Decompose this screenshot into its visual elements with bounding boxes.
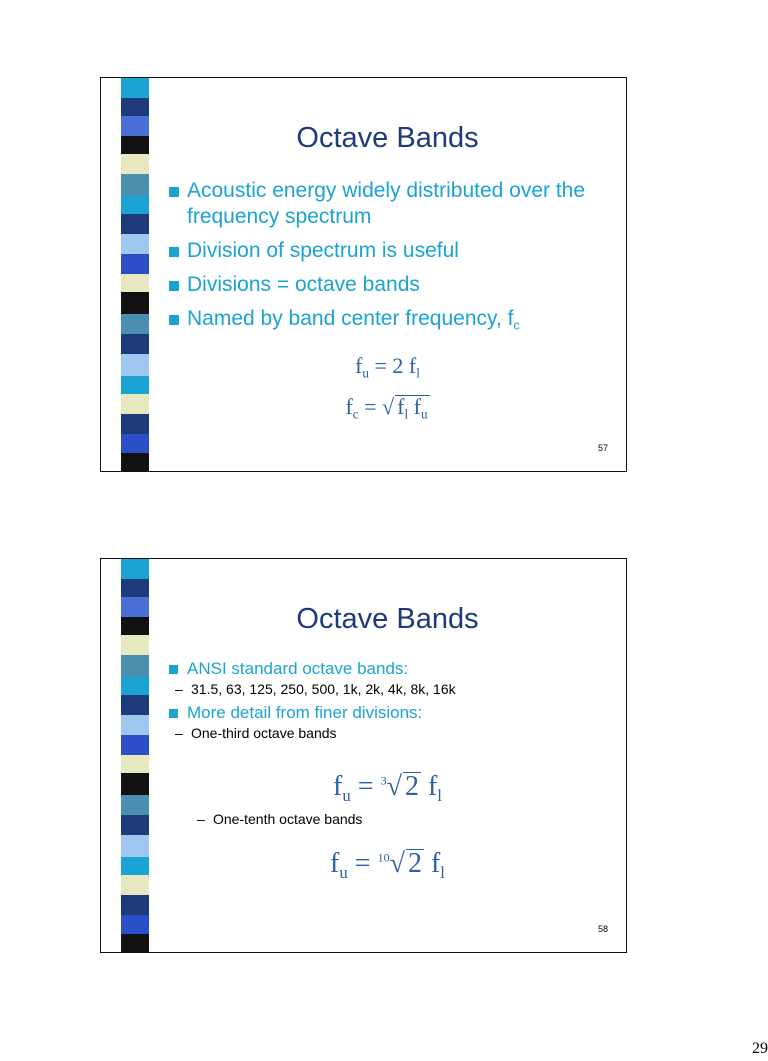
slide-58 [100,558,627,953]
slide-57 [100,77,627,472]
bullet-item: Divisions = octave bands [169,272,606,298]
bullet-item: ANSI standard octave bands: [169,659,606,679]
sub-bullet-item: – One-tenth octave bands [191,811,362,827]
bullet-item: Division of spectrum is useful [169,238,606,264]
bullet-list [169,178,606,346]
sub-bullet-item: – One-third octave bands [169,725,606,741]
equation-third-octave: $f_u = ^3√$ 2 $f_l$ [333,771,442,805]
equation-upper-frequency: $f_u = 2$ $f_l$ [355,353,420,381]
bullet-item: Acoustic energy widely distributed over the frequency spectrum [169,178,606,230]
slide-title: Octave Bands [296,122,479,154]
slide-number: 57 [597,443,608,453]
page-number: 29 [752,1040,768,1057]
equation-center-frequency: $f_c$ = √ $f_l$ $f_u$ [345,394,428,422]
slide-title: Octave Bands [296,603,479,635]
decorative-color-bar [121,78,149,471]
bullet-item: Named by band center frequency, $f_c$ [169,306,606,338]
slide-number: 58 [597,924,608,934]
equation-tenth-octave: $f_u = ^{10}√$ 2 $f_l$ [330,848,445,882]
content [169,659,606,741]
decorative-color-bar [121,559,149,952]
sub-bullet-item: – 31.5, 63, 125, 250, 500, 1k, 2k, 4k, 8k, 16k [169,681,606,697]
bullet-item: More detail from finer divisions: [169,703,606,723]
